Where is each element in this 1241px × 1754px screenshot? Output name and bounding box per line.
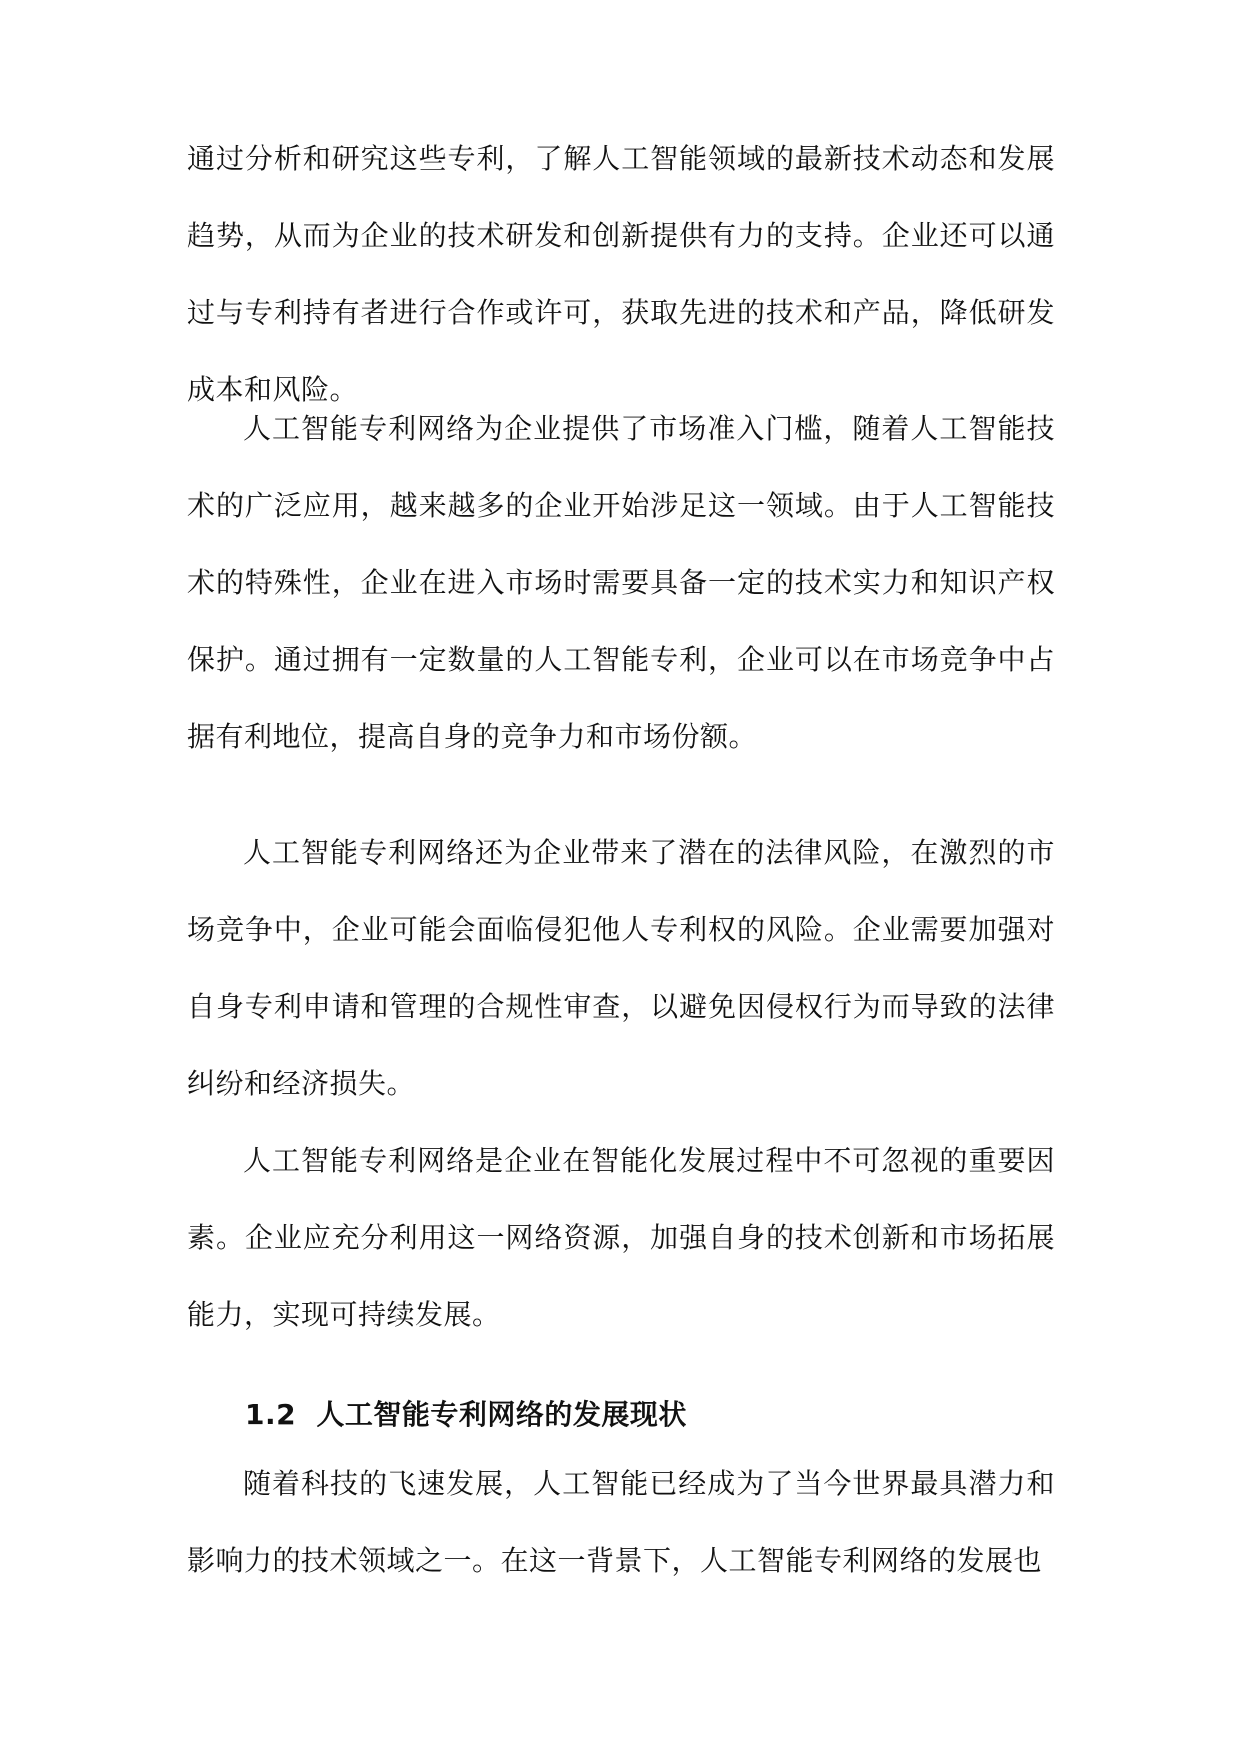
paragraph-2: 人工智能专利网络为企业提供了市场准入门槛，随着人工智能技术的广泛应用，越来越多的企业开始涉足这一领域。由于人工智能技术的特殊性，企业在进入市场时需要具备一定的技术实力和知识产权保护。通过拥有一定数量的人工智能专利，企业可以在市场竞争中占据有利地位，提高自身的竞争力和市场份额。 xyxy=(187,412,1055,753)
paragraph-4: 人工智能专利网络是企业在智能化发展过程中不可忽视的重要因素。企业应充分利用这一网络资源，加强自身的技术创新和市场拓展能力，实现可持续发展。 xyxy=(187,1144,1055,1331)
section-heading xyxy=(245,1395,1045,1435)
paragraph-5: 随着科技的飞速发展，人工智能已经成为了当今世界最具潜力和影响力的技术领域之一。在这一背景下，人工智能专利网络的发展也 xyxy=(187,1467,1055,1577)
section-number: 1.2 xyxy=(245,1398,297,1431)
section-title: 人工智能专利网络的发展现状 xyxy=(316,1398,687,1431)
paragraph-1: 通过分析和研究这些专利，了解人工智能领域的最新技术动态和发展趋势，从而为企业的技术研发和创新提供有力的支持。企业还可以通过与专利持有者进行合作或许可，获取先进的技术和产品，降低研发成本和风险。 xyxy=(187,142,1055,406)
paragraph-3: 人工智能专利网络还为企业带来了潜在的法律风险，在激烈的市场竞争中，企业可能会面临侵犯他人专利权的风险。企业需要加强对自身专利申请和管理的合规性审查，以避免因侵权行为而导致的法律纠纷和经济损失。 xyxy=(187,836,1055,1100)
